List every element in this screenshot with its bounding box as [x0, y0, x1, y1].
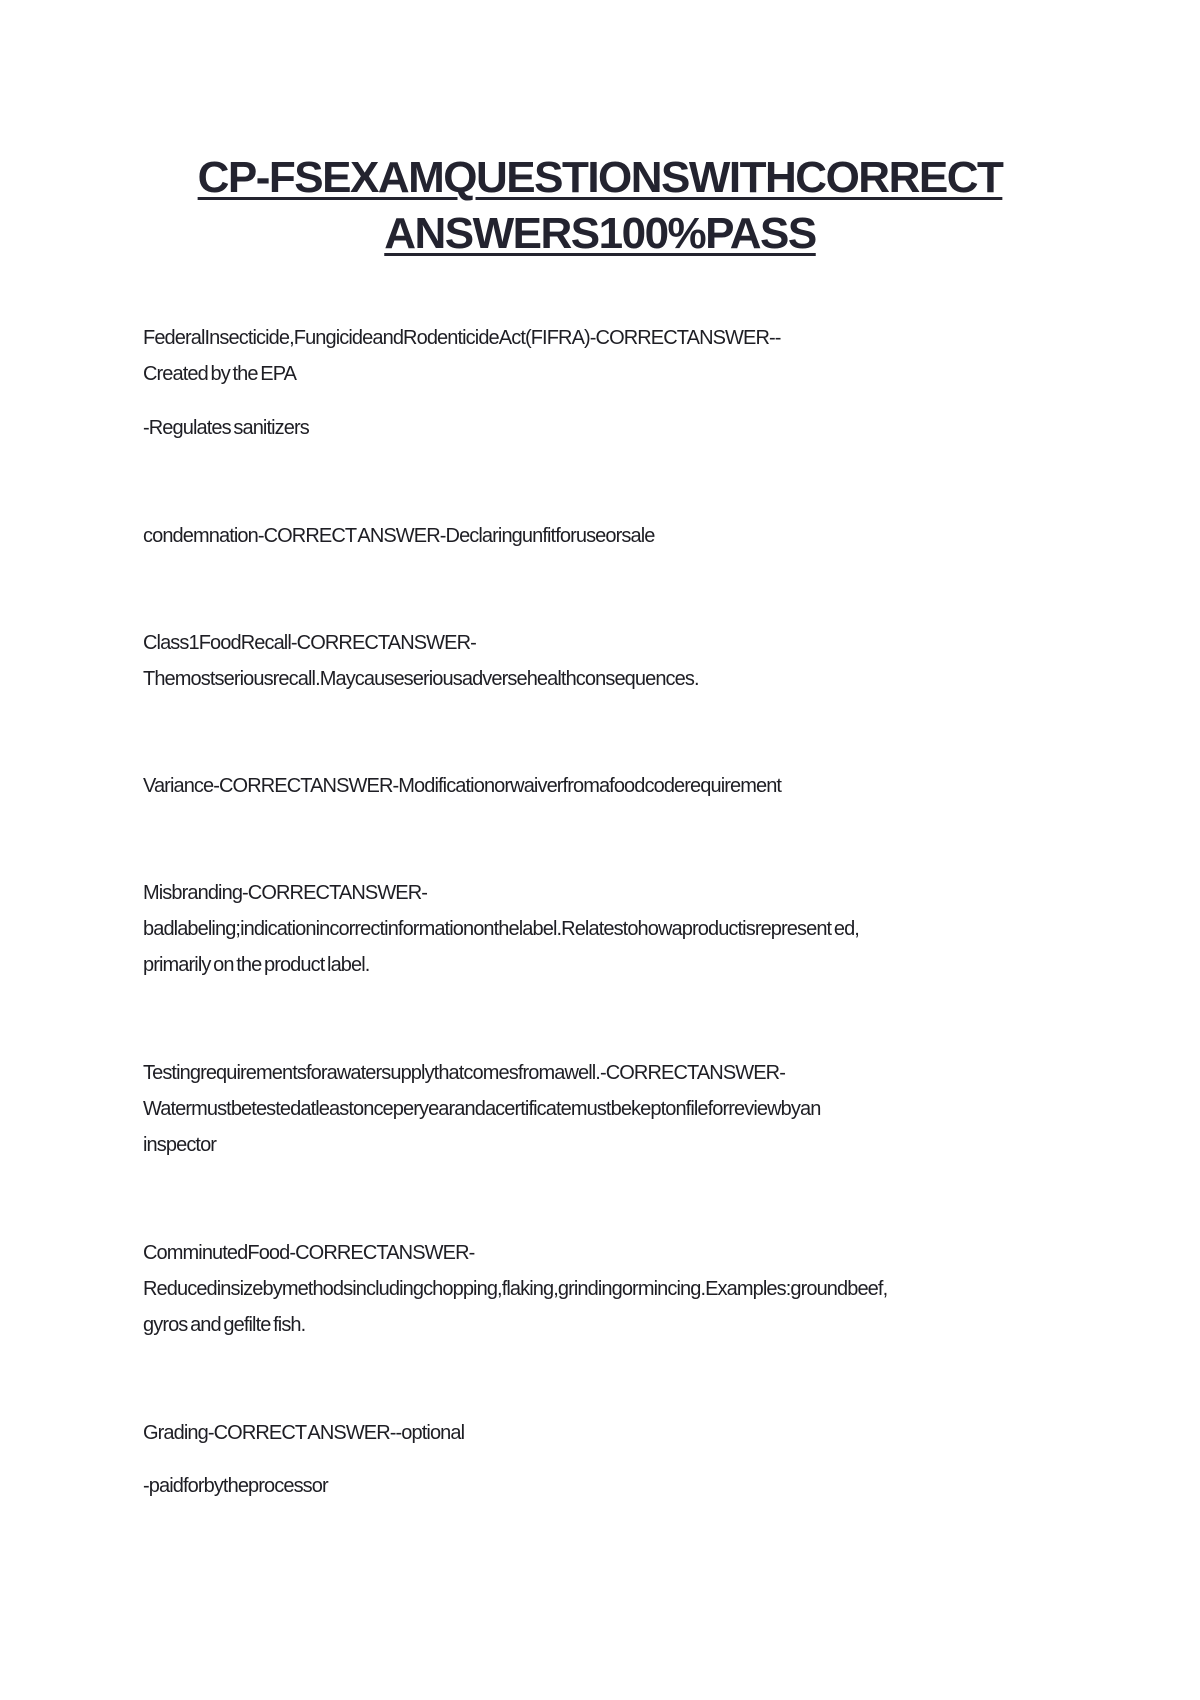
qa-entry-grading	[143, 1415, 1083, 1451]
entry-line: FederalInsecticide,FungicideandRodenticideAct(FIFRA)-CORRECTANSWER--	[143, 327, 781, 349]
qa-entry-fifra	[143, 320, 1083, 392]
qa-entry-class1-recall	[143, 625, 1083, 697]
entry-line: Reducedinsizebymethodsincludingchopping,flaking,grindingormincing.Examples:groundbeef,	[143, 1278, 888, 1300]
entry-line: Watermustbetestedatleastonceperyearandacertificatemustbekeptonfileforreviewbyan	[143, 1098, 821, 1120]
title-line-2: ANSWERS100%PASS	[384, 209, 816, 258]
entry-line: Created by the EPA	[143, 363, 297, 385]
qa-entry-misbranding	[143, 875, 1083, 983]
entry-line: Testingrequirementsforawatersupplythatcomesfromawell.-CORRECTANSWER-	[143, 1062, 785, 1084]
entry-line: Variance-CORRECTANSWER-Modificationorwaiverfromafoodcoderequirement	[143, 775, 782, 797]
entry-line: Class1FoodRecall-CORRECTANSWER-	[143, 632, 476, 654]
entry-line: Misbranding-CORRECTANSWER-	[143, 882, 428, 904]
entry-line: Themostseriousrecall.Maycauseseriousadversehealthconsequences.	[143, 668, 699, 690]
entry-line: -Regulates sanitizers	[143, 417, 309, 439]
entry-line: -paidforbytheprocessor	[143, 1475, 328, 1497]
entry-line: gyros and gefilte fish.	[143, 1314, 306, 1336]
entry-line: ComminutedFood-CORRECTANSWER-	[143, 1242, 475, 1264]
entry-line: primarily on the product label.	[143, 954, 370, 976]
title-line-1: CP-FSEXAMQUESTIONSWITHCORRECT	[197, 153, 1003, 202]
qa-entry-condemnation	[143, 518, 1083, 554]
entry-line: Grading-CORRECT ANSWER--optional	[143, 1422, 465, 1444]
qa-entry-fifra-note	[143, 410, 1083, 446]
document-title	[0, 150, 1200, 262]
qa-entry-grading-note	[143, 1468, 1083, 1504]
qa-entry-comminuted-food	[143, 1235, 1083, 1343]
qa-entry-variance	[143, 768, 1083, 804]
qa-entry-well-water	[143, 1055, 1083, 1163]
entry-line: condemnation-CORRECT ANSWER-Declaringunfitforuseorsale	[143, 525, 655, 547]
entry-line: badlabeling;indicationincorrectinformationonthelabel.Relatestohowaproductisrepresent ed,	[143, 918, 859, 940]
entry-line: inspector	[143, 1134, 217, 1156]
